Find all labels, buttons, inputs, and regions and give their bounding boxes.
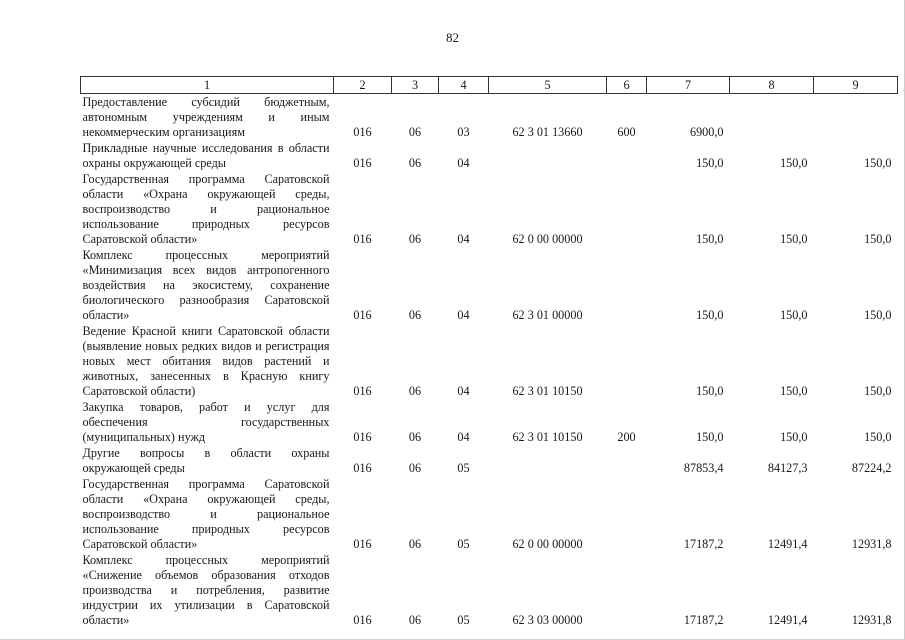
budget-table [80, 76, 898, 628]
subsection-code: 04 [457, 384, 470, 398]
amount-col-7: 17187,2 [683, 613, 724, 627]
target-article: 62 3 01 00000 [512, 308, 583, 322]
subsection-code: 04 [457, 308, 470, 322]
amount-col-9: 12931,8 [851, 537, 892, 551]
column-header-5: 5 [489, 77, 607, 94]
amount-col-8: 150,0 [780, 430, 808, 444]
item-name: Государственная программа Саратовской области «Охрана окружающей среды, воспроизводство и рациональное использование природных ресурсов Саратовской области» [82, 172, 330, 246]
expense-type [607, 476, 647, 552]
target-article [489, 445, 607, 476]
target-article: 62 3 01 10150 [512, 430, 583, 444]
section-code: 06 [408, 537, 422, 551]
subsection-code: 04 [457, 232, 470, 246]
amount-col-8: 12491,4 [767, 537, 808, 551]
amount-col-8: 84127,3 [767, 461, 808, 475]
ministry-code: 016 [353, 430, 372, 444]
item-name: Закупка товаров, работ и услуг для обеспечения государственных (муниципальных) нужд [82, 400, 330, 444]
item-name: Комплекс процессных мероприятий «Минимизация всех видов антропогенного воздействия на экосистему, сохранение биологического разнообразия Саратовской области» [82, 248, 330, 322]
expense-type [607, 323, 647, 399]
column-header-8: 8 [730, 77, 814, 94]
target-article: 62 3 03 00000 [512, 613, 583, 627]
target-article: 62 3 01 13660 [512, 125, 583, 139]
subsection-code: 04 [457, 156, 470, 170]
item-name: Прикладные научные исследования в области охраны окружающей среды [82, 141, 330, 170]
amount-col-9: 150,0 [864, 430, 892, 444]
column-header-9: 9 [814, 77, 898, 94]
ministry-code: 016 [353, 308, 372, 322]
expense-type [607, 445, 647, 476]
amount-col-8: 150,0 [780, 308, 808, 322]
ministry-code: 016 [353, 125, 372, 139]
section-code: 06 [408, 125, 422, 139]
item-name: Государственная программа Саратовской области «Охрана окружающей среды, воспроизводство и рациональное использование природных ресурсов Саратовской области» [82, 477, 330, 551]
column-header-4: 4 [439, 77, 489, 94]
section-code: 06 [408, 232, 422, 246]
amount-col-9: 12931,8 [851, 613, 892, 627]
amount-col-7: 150,0 [696, 384, 724, 398]
section-code: 06 [408, 613, 422, 627]
header-row [81, 77, 898, 94]
amount-col-7: 150,0 [696, 232, 724, 246]
subsection-code: 05 [457, 461, 470, 475]
target-article: 62 3 01 10150 [512, 384, 583, 398]
target-article: 62 0 00 00000 [512, 537, 583, 551]
ministry-code: 016 [353, 537, 372, 551]
table-row [81, 140, 898, 171]
subsection-code: 03 [457, 125, 470, 139]
amount-col-9: 87224,2 [851, 461, 892, 475]
table-row [81, 171, 898, 247]
ministry-code: 016 [353, 613, 372, 627]
table-row [81, 247, 898, 323]
ministry-code: 016 [353, 156, 372, 170]
amount-col-7: 87853,4 [683, 461, 724, 475]
ministry-code: 016 [353, 232, 372, 246]
amount-col-8: 150,0 [780, 156, 808, 170]
column-header-1: 1 [81, 77, 334, 94]
expense-type [607, 247, 647, 323]
amount-col-8: 150,0 [780, 232, 808, 246]
table-row [81, 552, 898, 628]
item-name: Комплекс процессных мероприятий «Снижение объемов образования отходов производства и потребления, развитие индустрии их утилизации в Саратовской области» [82, 553, 330, 627]
amount-col-7: 150,0 [696, 430, 724, 444]
column-header-7: 7 [647, 77, 730, 94]
amount-col-7: 150,0 [696, 308, 724, 322]
section-code: 06 [408, 384, 422, 398]
amount-col-9: 150,0 [864, 308, 892, 322]
expense-type: 200 [617, 430, 636, 444]
section-code: 06 [408, 461, 422, 475]
subsection-code: 05 [457, 613, 470, 627]
table-row [81, 399, 898, 445]
target-article: 62 0 00 00000 [512, 232, 583, 246]
amount-col-7: 6900,0 [689, 125, 724, 139]
table-row [81, 94, 898, 141]
ministry-code: 016 [353, 461, 372, 475]
target-article [489, 140, 607, 171]
amount-col-9 [814, 94, 898, 141]
amount-col-7: 17187,2 [683, 537, 724, 551]
amount-col-8 [730, 94, 814, 141]
item-name: Предоставление субсидий бюджетным, автономным учреждениям и иным некоммерческим организациям [82, 95, 330, 139]
table-row [81, 476, 898, 552]
amount-col-8: 12491,4 [767, 613, 808, 627]
column-header-2: 2 [334, 77, 392, 94]
subsection-code: 04 [457, 430, 470, 444]
expense-type [607, 552, 647, 628]
section-code: 06 [408, 156, 422, 170]
amount-col-9: 150,0 [864, 384, 892, 398]
section-code: 06 [408, 308, 422, 322]
amount-col-8: 150,0 [780, 384, 808, 398]
table-row [81, 323, 898, 399]
amount-col-7: 150,0 [696, 156, 724, 170]
item-name: Ведение Красной книги Саратовской области (выявление новых редких видов и регистрация новых мест обитания видов растений и животных, занесенных в Красную книгу Саратовской области) [82, 324, 330, 398]
page-number: 82 [446, 30, 459, 45]
item-name: Другие вопросы в области охраны окружающей среды [82, 446, 330, 475]
section-code: 06 [408, 430, 422, 444]
expense-type: 600 [617, 125, 636, 139]
column-header-6: 6 [607, 77, 647, 94]
amount-col-9: 150,0 [864, 232, 892, 246]
ministry-code: 016 [353, 384, 372, 398]
table-row [81, 445, 898, 476]
expense-type [607, 140, 647, 171]
amount-col-9: 150,0 [864, 156, 892, 170]
expense-type [607, 171, 647, 247]
column-header-3: 3 [392, 77, 439, 94]
subsection-code: 05 [457, 537, 470, 551]
